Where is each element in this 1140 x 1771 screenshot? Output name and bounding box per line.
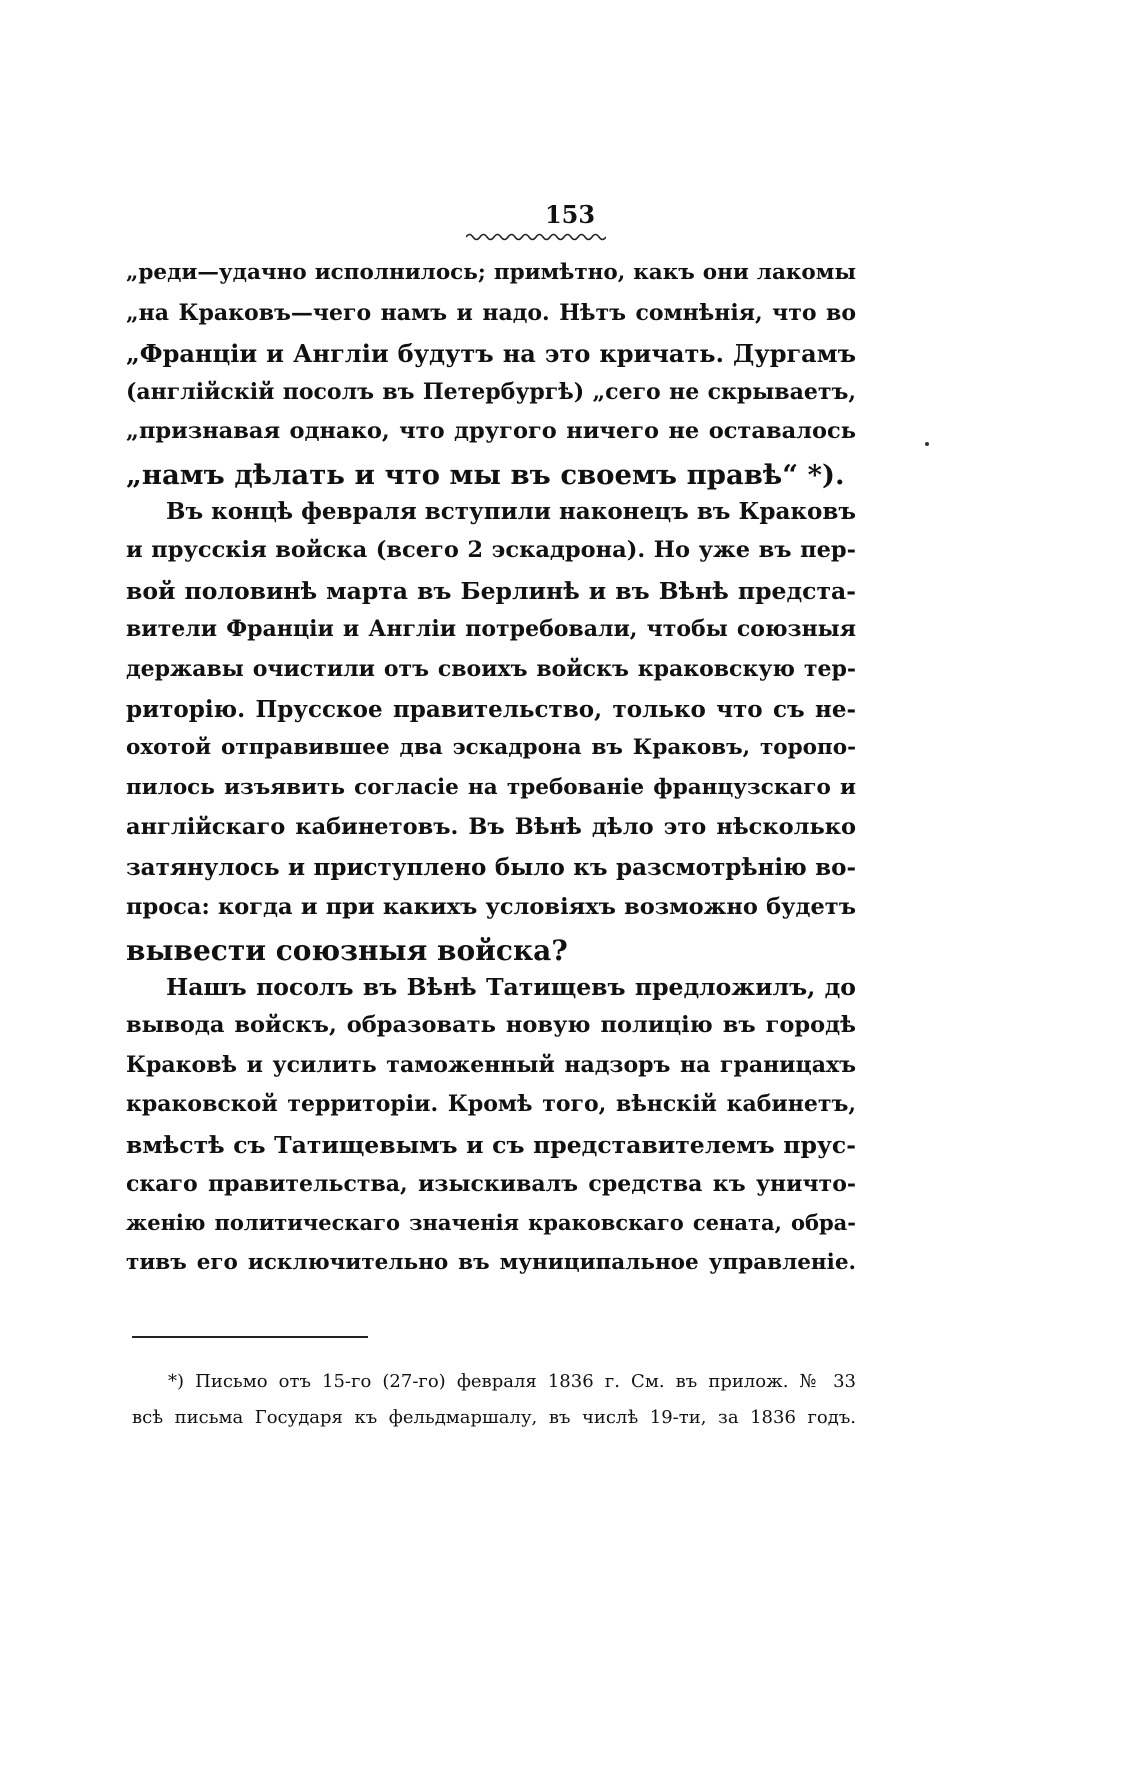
text-line: вывести союзныя войска? [126, 934, 568, 968]
scan-speck [925, 442, 929, 446]
text-line: краковской территоріи. Кромѣ того, вѣнскій кабинетъ, [126, 1091, 856, 1118]
text-line: вмѣстѣ съ Татищевымъ и съ представителемъ прус- [126, 1131, 856, 1160]
text-line: Краковѣ и усилить таможенный надзоръ на границахъ [126, 1051, 856, 1078]
text-line: тивъ его исключительно въ муниципальное управленіе. [126, 1249, 856, 1275]
text-line: Въ концѣ февраля вступили наконецъ въ Краковъ [166, 497, 856, 525]
footnote-line: всѣ письма Государя къ фельдмаршалу, въ числѣ 19-ти, за 1836 годъ. [132, 1407, 856, 1428]
footnote [132, 1364, 856, 1436]
text-line: державы очистили отъ своихъ войскъ краковскую тер- [126, 655, 856, 682]
text-line: „признавая однако, что другого ничего не оставалось [126, 418, 856, 445]
text-line: вители Франціи и Англіи потребовали, чтобы союзныя [126, 616, 856, 643]
text-line: риторію. Прусское правительство, только что съ не- [126, 695, 856, 723]
body-text [126, 258, 856, 1287]
text-line: проса: когда и при какихъ условіяхъ возможно будетъ [126, 893, 856, 920]
text-line: затянулось и приступлено было къ разсмотрѣнію во- [126, 853, 856, 881]
text-line: „намъ дѣлать и что мы въ своемъ правѣ“ *). [126, 458, 845, 491]
text-line: Нашъ посолъ въ Вѣнѣ Татищевъ предложилъ, до [166, 972, 856, 1001]
text-line: „Франціи и Англіи будутъ на это кричать. Дургамъ [126, 339, 856, 369]
wavy-ornament-icon [466, 232, 606, 242]
text-line: охотой отправившее два эскадрона въ Краковъ, торопо- [126, 735, 856, 761]
text-line: скаго правительства, изыскивалъ средства къ уничто- [126, 1170, 856, 1197]
text-line: вывода войскъ, образовать новую полицію въ городѣ [126, 1012, 856, 1039]
footnote-line: *) Письмо отъ 15-го (27-го) февраля 1836 г. См. въ прилож. № 33 [168, 1371, 856, 1392]
text-line: „на Краковъ—чего намъ и надо. Нѣтъ сомнѣнія, что во [126, 299, 856, 326]
text-line: (англійскій посолъ въ Петербургѣ) „сего не скрываетъ, [126, 378, 856, 405]
footnote-rule [132, 1336, 368, 1338]
text-line: женію политическаго значенія краковскаго сената, обра- [126, 1210, 856, 1236]
text-line: и прусскія войска (всего 2 эскадрона). Но уже въ пер- [126, 537, 856, 564]
text-line: пилось изъявить согласіе на требованіе французскаго и [126, 774, 856, 800]
text-line: англійскаго кабинетовъ. Въ Вѣнѣ дѣло это нѣсколько [126, 814, 856, 841]
text-line: вой половинѣ марта въ Берлинѣ и въ Вѣнѣ предста- [126, 576, 856, 605]
text-line: „реди—удачно исполнилось; примѣтно, какъ они лакомы [126, 260, 856, 285]
page-number: 153 [544, 200, 596, 229]
